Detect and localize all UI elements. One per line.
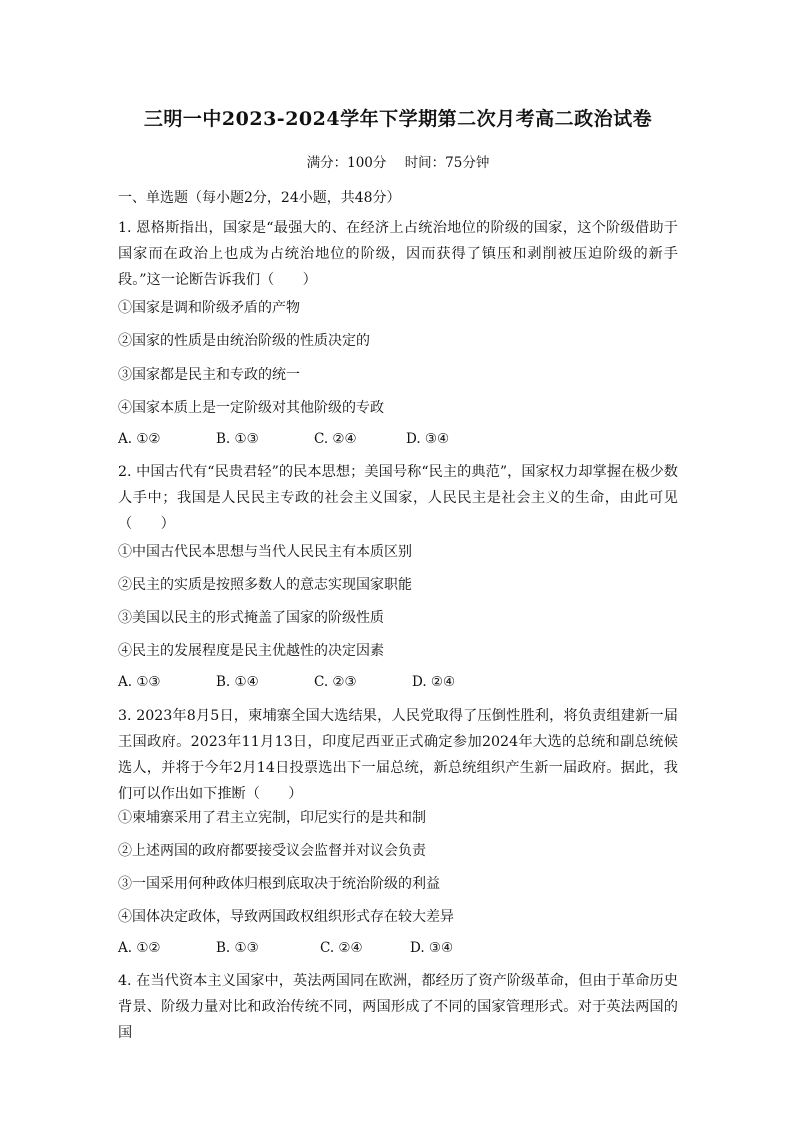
question-stem: 1. 恩格斯指出，国家是“最强大的、在经济上占统治地位的阶级的国家，这个阶级借助于国家而在政治上也成为占统治地位的阶级，因而获得了镇压和剥削被压迫阶级的新手段。”这一论断告诉我们（ ） bbox=[118, 220, 678, 288]
choice-b: B. ①③ bbox=[216, 431, 259, 447]
question-4 bbox=[118, 968, 678, 1046]
option-item: ②国家的性质是由统治阶级的性质决定的 bbox=[118, 333, 370, 349]
option-item: ④国家本质上是一定阶级对其他阶级的专政 bbox=[118, 400, 384, 416]
section-heading: 一、单选题（每小题2分，24小题，共48分） bbox=[118, 190, 401, 206]
answer-choices bbox=[118, 940, 453, 956]
question-stem: 4. 在当代资本主义国家中，英法两国同在欧洲，都经历了资产阶级革命，但由于革命历史背景、阶级力量对比和政治传统不同，两国形成了不同的国家管理形式。对于英法两国的国 bbox=[118, 973, 678, 1041]
full-score: 满分：100分 bbox=[306, 155, 387, 171]
choice-c: C. ②③ bbox=[314, 674, 357, 690]
choice-b: B. ①③ bbox=[216, 940, 259, 956]
option-item: ②民主的实质是按照多数人的意志实现国家职能 bbox=[118, 577, 412, 593]
option-item: ④国体决定政体，导致两国政权组织形式存在较大差异 bbox=[118, 909, 454, 925]
choice-c: C. ②④ bbox=[320, 940, 363, 956]
choice-d: D. ②④ bbox=[412, 674, 456, 690]
question-stem: 2. 中国古代有“民贵君轻”的民本思想；美国号称“民主的典范”，国家权力却掌握在极少数人手中；我国是人民民主专政的社会主义国家，人民民主是社会主义的生命，由此可见（ ） bbox=[118, 464, 678, 532]
question-3 bbox=[118, 703, 678, 807]
question-2 bbox=[118, 459, 678, 537]
option-item: ①国家是调和阶级矛盾的产物 bbox=[118, 300, 300, 316]
choice-a: A. ①② bbox=[118, 940, 161, 956]
option-item: ③美国以民主的形式掩盖了国家的阶级性质 bbox=[118, 610, 384, 626]
question-1 bbox=[118, 215, 678, 293]
option-item: ①柬埔寨采用了君主立宪制，印尼实行的是共和制 bbox=[118, 810, 426, 826]
answer-choices bbox=[118, 674, 455, 690]
option-item: ③一国采用何种政体归根到底取决于统治阶级的利益 bbox=[118, 876, 440, 892]
choice-d: D. ③④ bbox=[410, 940, 454, 956]
page-title: 三明一中2023-2024学年下学期第二次月考高二政治试卷 bbox=[143, 108, 653, 130]
option-item: ①中国古代民本思想与当代人民民主有本质区别 bbox=[118, 544, 412, 560]
option-item: ③国家都是民主和专政的统一 bbox=[118, 367, 300, 383]
choice-d: D. ③④ bbox=[406, 431, 450, 447]
choice-c: C. ②④ bbox=[314, 431, 357, 447]
choice-a: A. ①③ bbox=[118, 674, 161, 690]
question-stem: 3. 2023年8月5日，柬埔寨全国大选结果，人民党取得了压倒性胜利，将负责组建新一届王国政府。2023年11月13日，印度尼西亚正式确定参加2024年大选的总统和副总统候选人，并将于今年2月14日投票选出下一届总统，新总统组织产生新一届政府。据此，我们可以作出如下推断（ ） bbox=[118, 708, 678, 802]
option-item: ④民主的发展程度是民主优越性的决定因素 bbox=[118, 643, 384, 659]
answer-choices bbox=[118, 431, 449, 447]
exam-meta bbox=[118, 151, 678, 171]
choice-b: B. ①④ bbox=[216, 674, 259, 690]
time-limit: 时间：75分钟 bbox=[404, 155, 490, 171]
choice-a: A. ①② bbox=[118, 431, 161, 447]
option-item: ②上述两国的政府都要接受议会监督并对议会负责 bbox=[118, 843, 426, 859]
